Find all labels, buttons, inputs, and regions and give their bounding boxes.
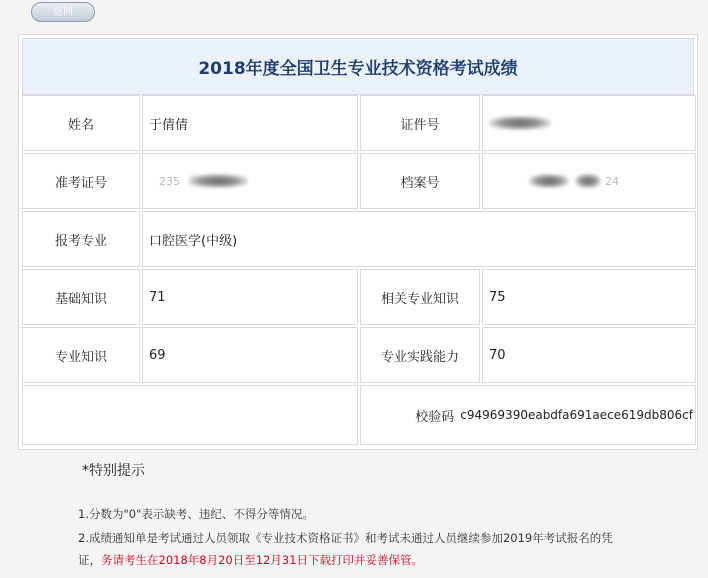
file-value-redacted: 24 — [482, 153, 696, 209]
page-title: 2018年度全国卫生专业技术资格考试成绩 — [22, 38, 694, 95]
back-button[interactable]: 返回 — [31, 2, 95, 22]
id-value-redacted — [482, 95, 696, 151]
verify-code-value: c94969390eabdfa691aece619db806cf — [460, 408, 693, 422]
related-knowledge-score: 75 — [482, 269, 696, 325]
notice-line-2: 2.成绩通知单是考试通过人员领取《专业技术资格证书》和考试未通过人员继续参加2019年考试报名的凭 — [78, 531, 613, 545]
empty-cell — [22, 385, 358, 445]
basic-knowledge-label: 基础知识 — [22, 269, 140, 325]
notice-line-3 — [78, 552, 423, 568]
major-value: 口腔医学(中级) — [142, 211, 696, 267]
file-label: 档案号 — [360, 153, 480, 209]
ticket-label: 准考证号 — [22, 153, 140, 209]
verify-code-cell — [360, 385, 696, 445]
professional-knowledge-score: 69 — [142, 327, 358, 383]
professional-knowledge-label: 专业知识 — [22, 327, 140, 383]
practice-ability-label: 专业实践能力 — [360, 327, 480, 383]
id-label: 证件号 — [360, 95, 480, 151]
practice-ability-score: 70 — [482, 327, 696, 383]
name-value: 于倩倩 — [142, 95, 358, 151]
related-knowledge-label: 相关专业知识 — [360, 269, 480, 325]
notice-line-3-prefix: 证， — [78, 553, 101, 567]
verify-code-label: 校验码 — [415, 409, 455, 425]
basic-knowledge-score: 71 — [142, 269, 358, 325]
notice-deadline-warning: 务请考生在2018年8月20日至12月31日下载打印并妥善保管。 — [101, 553, 423, 567]
name-label: 姓名 — [22, 95, 140, 151]
ticket-value-redacted: 235 — [142, 153, 358, 209]
score-table — [18, 34, 698, 450]
notice-line-1: 1.分数为"0"表示缺考、违纪、不得分等情况。 — [78, 507, 314, 521]
notice-title: *特别提示 — [82, 463, 145, 479]
major-label: 报考专业 — [22, 211, 140, 267]
